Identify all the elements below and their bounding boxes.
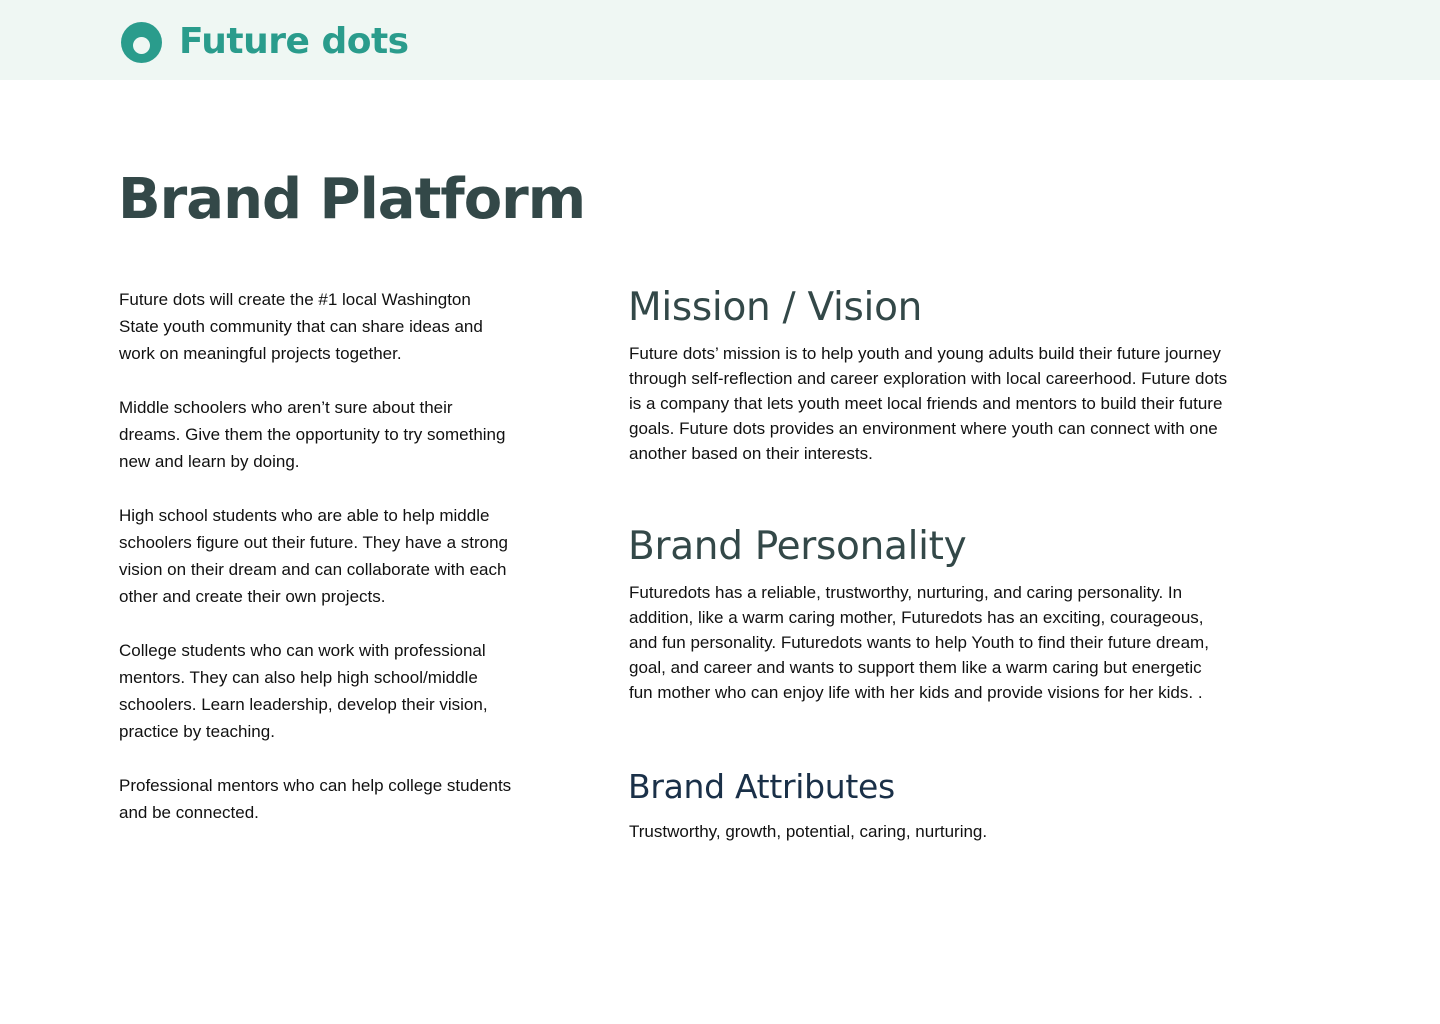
brand-name: Future dots [179,21,409,62]
mission-vision-body: Future dots’ mission is to help youth and young adults build their future journey through self-reflection and career exploration with local careerhood. Future dots is a company that lets youth meet local friends and mentors to build their future goals. Future dots provides an environment where youth can connect with one another based on their interests. [629,344,1228,463]
mission-vision-heading: Mission / Vision [628,285,923,330]
college-paragraph: College students who can work with professional mentors. They can also help high school/middle schoolers. Learn leadership, develop their vision, practice by teaching. [119,641,488,741]
intro-paragraph: Future dots will create the #1 local Washington State youth community that can share ideas and work on meaningful projects together. [119,290,483,363]
middle-schoolers-paragraph: Middle schoolers who aren’t sure about their dreams. Give them the opportunity to try something new and learn by doing. [119,398,506,471]
mentors-paragraph: Professional mentors who can help college students and be connected. [119,776,512,822]
brand-personality-heading: Brand Personality [628,524,967,569]
mission-vision-section [628,284,1228,466]
audience-column [119,286,514,853]
circle-dot-logo-icon [121,22,162,63]
high-school-paragraph: High school students who are able to help middle schoolers figure out their future. They have a strong vision on their dream and can collaborate with each other and create their own projects. [119,506,509,606]
brand-attributes-body: Trustworthy, growth, potential, caring, nurturing. [629,822,988,841]
top-bar [0,0,1440,80]
brand-attributes-heading: Brand Attributes [628,767,895,806]
brand-personality-body: Futuredots has a reliable, trustworthy, nurturing, and caring personality. In addition, like a warm caring mother, Futuredots has an exciting, courageous, and fun personality. Futuredots wants to help Youth to find their future dream, goal, and career and wants to support them like a warm caring but energetic fun mother who can enjoy life with her kids and provide visions for her kids. . [629,583,1209,702]
page-title: Brand Platform [118,167,586,232]
brand-logo[interactable] [121,20,409,64]
brand-personality-section [628,523,1228,705]
brand-attributes-section [628,767,987,844]
